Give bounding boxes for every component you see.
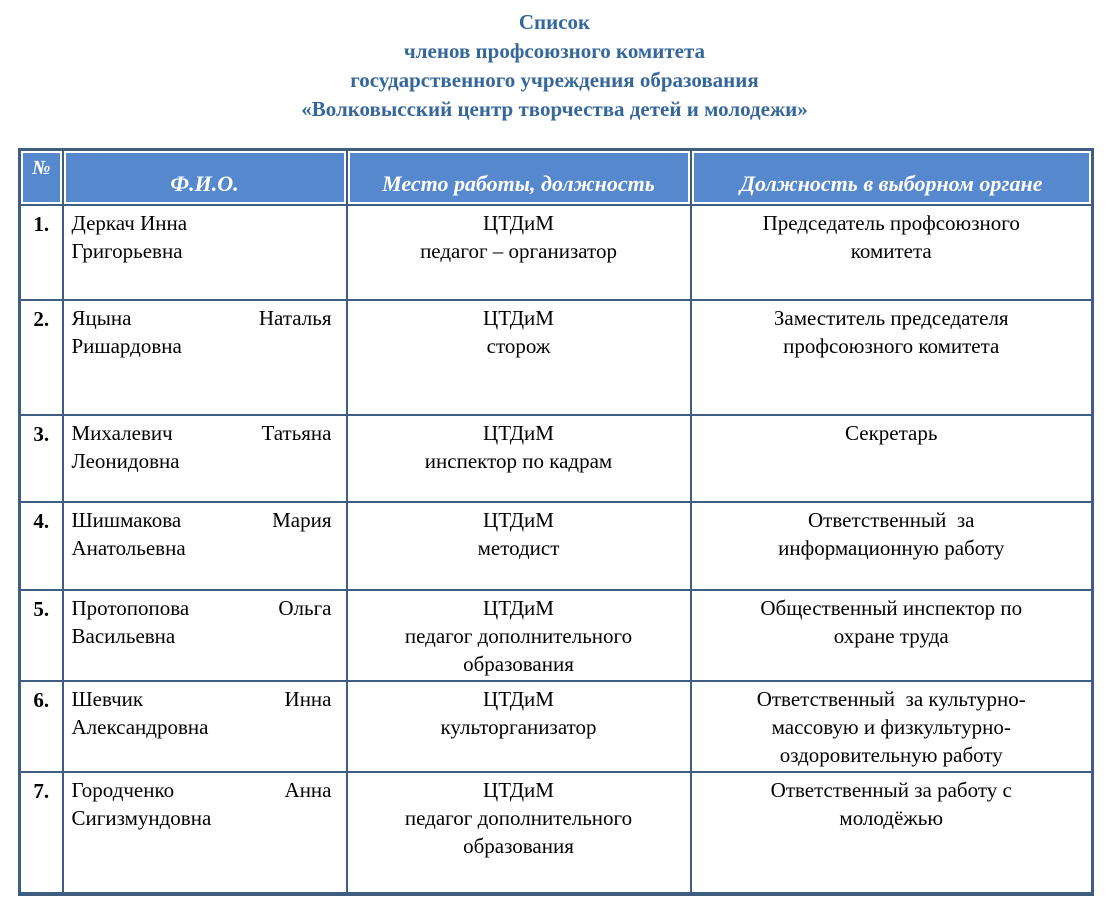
row-number: 3. xyxy=(20,415,63,502)
title-line-4: «Волковысский центр творчества детей и молодежи» xyxy=(301,97,808,121)
union-role-line: массовую и физкультурно- xyxy=(771,714,1011,739)
table-row xyxy=(20,205,1093,300)
member-name-line: Деркач Инна xyxy=(71,210,188,235)
workplace-line: ЦТДиМ xyxy=(483,595,554,620)
union-role-line: комитета xyxy=(850,238,932,263)
header-full-name: Ф.И.О. xyxy=(63,150,347,205)
title-line-3: государственного учреждения образования xyxy=(350,68,759,92)
union-role-line: Секретарь xyxy=(845,420,938,445)
workplace-line: инспектор по кадрам xyxy=(424,448,613,473)
union-role-line: профсоюзного комитета xyxy=(783,333,1000,358)
member-name-line xyxy=(72,776,332,804)
table-body xyxy=(20,205,1093,894)
member-name-line xyxy=(72,685,332,713)
member-name-line xyxy=(72,304,332,332)
member-name-line xyxy=(72,594,332,622)
workplace-line: педагог дополнительного xyxy=(404,623,633,648)
header-elected-role: Должность в выборном органе xyxy=(691,150,1093,205)
name-part: Шевчик xyxy=(71,686,144,711)
member-name-line xyxy=(72,419,332,447)
member-name-line: Григорьевна xyxy=(71,238,183,263)
union-role-cell xyxy=(691,300,1093,415)
member-name-cell xyxy=(63,205,347,300)
union-role-line: Ответственный за xyxy=(808,507,975,532)
union-role-line: оздоровительную работу xyxy=(779,742,1003,767)
title-line-1: Список xyxy=(518,10,591,34)
workplace-line: ЦТДиМ xyxy=(483,777,554,802)
member-name-line: Васильевна xyxy=(71,623,176,648)
union-role-cell xyxy=(691,681,1093,772)
member-name-cell xyxy=(63,590,347,681)
union-role-line: Ответственный за работу с xyxy=(770,777,1012,802)
name-part: Мария xyxy=(272,507,332,532)
name-part: Инна xyxy=(284,686,332,711)
name-part: Шишмакова xyxy=(71,507,182,532)
union-role-cell xyxy=(691,205,1093,300)
workplace-line: ЦТДиМ xyxy=(483,507,554,532)
workplace-cell xyxy=(347,502,691,590)
member-name-line: Сигизмундовна xyxy=(71,805,212,830)
name-part: Анна xyxy=(284,777,332,802)
union-role-line: информационную работу xyxy=(778,535,1005,560)
table-row xyxy=(20,502,1093,590)
workplace-line: ЦТДиМ xyxy=(483,210,554,235)
member-name-cell xyxy=(63,300,347,415)
union-role-line: Председатель профсоюзного xyxy=(762,210,1020,235)
row-number: 7. xyxy=(20,772,63,894)
union-role-cell xyxy=(691,590,1093,681)
table-row xyxy=(20,681,1093,772)
table-row xyxy=(20,300,1093,415)
workplace-line: ЦТДиМ xyxy=(483,420,554,445)
name-part: Наталья xyxy=(258,305,332,330)
table-header-row xyxy=(20,150,1093,205)
row-number: 1. xyxy=(20,205,63,300)
union-role-cell xyxy=(691,772,1093,894)
workplace-line: образования xyxy=(463,651,574,676)
name-part: Ольга xyxy=(278,595,332,620)
name-part: Михалевич xyxy=(71,420,173,445)
row-number: 4. xyxy=(20,502,63,590)
table-row xyxy=(20,415,1093,502)
workplace-line: образования xyxy=(463,833,574,858)
member-name-line: Александровна xyxy=(71,714,209,739)
table-row xyxy=(20,590,1093,681)
workplace-cell xyxy=(347,681,691,772)
name-part: Татьяна xyxy=(261,420,332,445)
members-table xyxy=(18,148,1094,896)
header-workplace: Место работы, должность xyxy=(347,150,691,205)
member-name-line: Ришардовна xyxy=(71,333,182,358)
row-number: 2. xyxy=(20,300,63,415)
workplace-line: культорганизатор xyxy=(440,714,597,739)
workplace-line: ЦТДиМ xyxy=(483,305,554,330)
header-number: № xyxy=(20,150,63,205)
workplace-line: педагог – организатор xyxy=(420,238,617,263)
union-role-cell xyxy=(691,415,1093,502)
member-name-line: Леонидовна xyxy=(71,448,180,473)
member-name-cell xyxy=(63,415,347,502)
workplace-line: методист xyxy=(477,535,560,560)
member-name-cell xyxy=(63,681,347,772)
name-part: Городченко xyxy=(71,777,175,802)
workplace-line: педагог дополнительного xyxy=(404,805,633,830)
row-number: 5. xyxy=(20,590,63,681)
union-role-line: Заместитель председателя xyxy=(773,305,1009,330)
union-role-line: Общественный инспектор по xyxy=(760,595,1023,620)
name-part: Протопопова xyxy=(71,595,190,620)
workplace-line: ЦТДиМ xyxy=(483,686,554,711)
workplace-cell xyxy=(347,772,691,894)
name-part: Яцына xyxy=(71,305,132,330)
member-name-line: Анатольевна xyxy=(71,535,186,560)
member-name-cell xyxy=(63,502,347,590)
workplace-cell xyxy=(347,205,691,300)
union-role-cell xyxy=(691,502,1093,590)
workplace-line: сторож xyxy=(486,333,551,358)
union-role-line: молодёжью xyxy=(839,805,944,830)
union-role-line: Ответственный за культурно- xyxy=(756,686,1026,711)
title-line-2: членов профсоюзного комитета xyxy=(403,39,706,63)
workplace-cell xyxy=(347,590,691,681)
member-name-line xyxy=(72,506,332,534)
row-number: 6. xyxy=(20,681,63,772)
member-name-cell xyxy=(63,772,347,894)
workplace-cell xyxy=(347,300,691,415)
document-title xyxy=(0,0,1109,124)
union-role-line: охране труда xyxy=(833,623,949,648)
table-row xyxy=(20,772,1093,894)
workplace-cell xyxy=(347,415,691,502)
